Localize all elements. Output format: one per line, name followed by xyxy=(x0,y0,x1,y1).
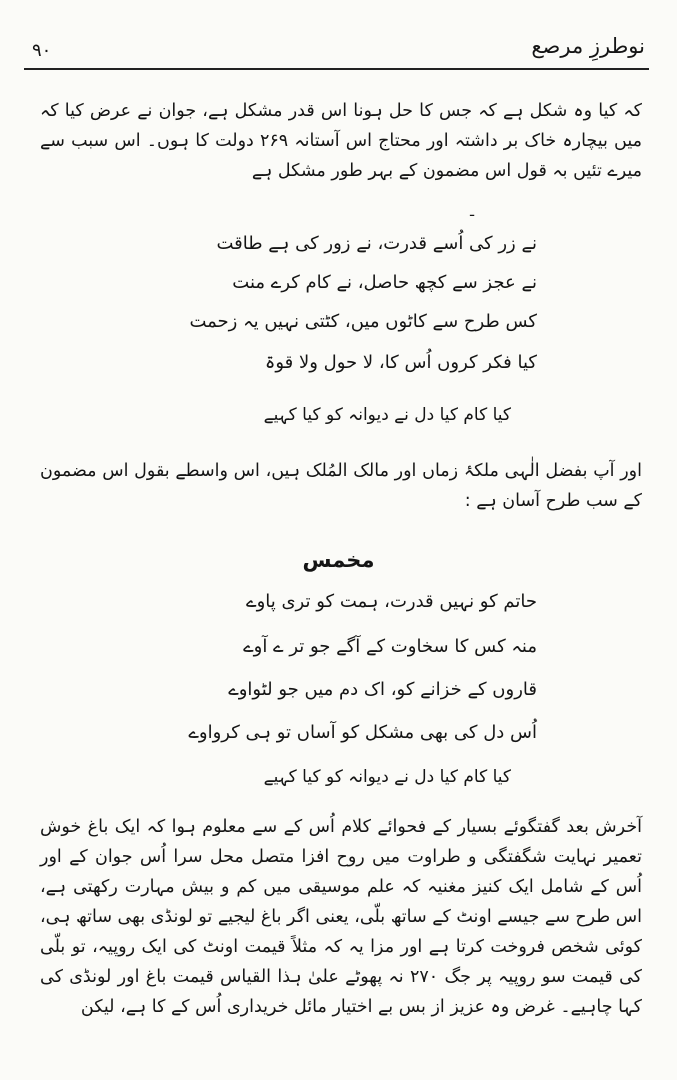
poem-2-line-2: منہ کس کا سخاوت کے آگے جو تر ے آوے xyxy=(243,636,537,657)
poem-2-line-1: حاتم کو نہیں قدرت، ہمت کو تری پاوے xyxy=(246,591,537,612)
poem-1-line-4: کیا فکر کروں اُس کا، لا حول ولا قوۃ xyxy=(264,352,537,373)
poem-2-line-3: قاروں کے خزانے کو، اک دم میں جو لٹواوے xyxy=(228,679,537,700)
running-title: نوطرزِ مرصع xyxy=(531,34,645,58)
poem-1-line-1: نے زر کی اُسے قدرت، نے زور کی ہے طاقت xyxy=(216,233,537,254)
page-header xyxy=(24,28,649,70)
poem-2-line-4: اُس دل کی بھی مشکل کو آساں تو ہی کرواوے xyxy=(188,722,537,743)
trailing-mark: ـ xyxy=(470,204,475,220)
paragraph-3: آخرش بعد گفتگوئے بسیار کے فحوائے کلام اُس کے سے معلوم ہوا کہ ایک باغ خوش تعمیر نہایت شگفتگی و طراوت میں روح افزا متصل محل سرا اُس جوان کے اور اُس کے شامل ایک کنیز مغنیہ کہ علم موسیقی میں کم و بیش مہارت رکھتی ہے، اس طرح سے جیسے اونٹ کے ساتھ بلّی، یعنی اگر باغ لیجیے تو لونڈی بھی ساتھ ہی، کوئی شخص فروخت کرتا ہے اور مزا یہ کہ مثلاً قیمت اونٹ کی ایک روپیہ، تو بلّی کی قیمت سو روپیہ پر جگ ۲۷۰ نہ پھوٹے علیٰ ہذا القیاس قیمت باغ اور لونڈی کی کہا چاہیے۔ غرض وہ عزیز از بس بے اختیار مائل خریداری اُس کے کا ہے، لیکن xyxy=(40,817,642,1017)
poem-2-refrain: کیا کام کیا دل نے دیوانہ کو کیا کہیے xyxy=(263,767,511,787)
poem-1-line-3: کس طرح سے کاٹوں میں، کٹتی نہیں یہ زحمت xyxy=(189,311,537,332)
poem-1-line-2: نے عجز سے کچھ حاصل، نے کام کرے منت xyxy=(232,272,537,293)
paragraph-1: کہ کیا وہ شکل ہے کہ جس کا حل ہونا اس قدر مشکل ہے، جوان نے عرض کیا کہ میں بیچارہ خاک بر داشتہ اور محتاج اس آستانہ ۲۶۹ دولت کا ہوں۔ اس سبب سے میرے تئیں بہ قول اس مضمون کے بہر طور مشکل ہے xyxy=(40,101,642,181)
paragraph-2: اور آپ بفضل الٰہی ملکۂ زماں اور مالک المُلک ہیں، اس واسطے بقول اس مضمون کے سب طرح آسان ہے : xyxy=(40,461,642,511)
header-rule xyxy=(24,68,649,70)
page-number: ۹۰ xyxy=(32,40,52,61)
section-heading-mukhammas: مخمس xyxy=(302,548,375,572)
poem-1-refrain: کیا کام کیا دل نے دیوانہ کو کیا کہیے xyxy=(263,405,511,425)
